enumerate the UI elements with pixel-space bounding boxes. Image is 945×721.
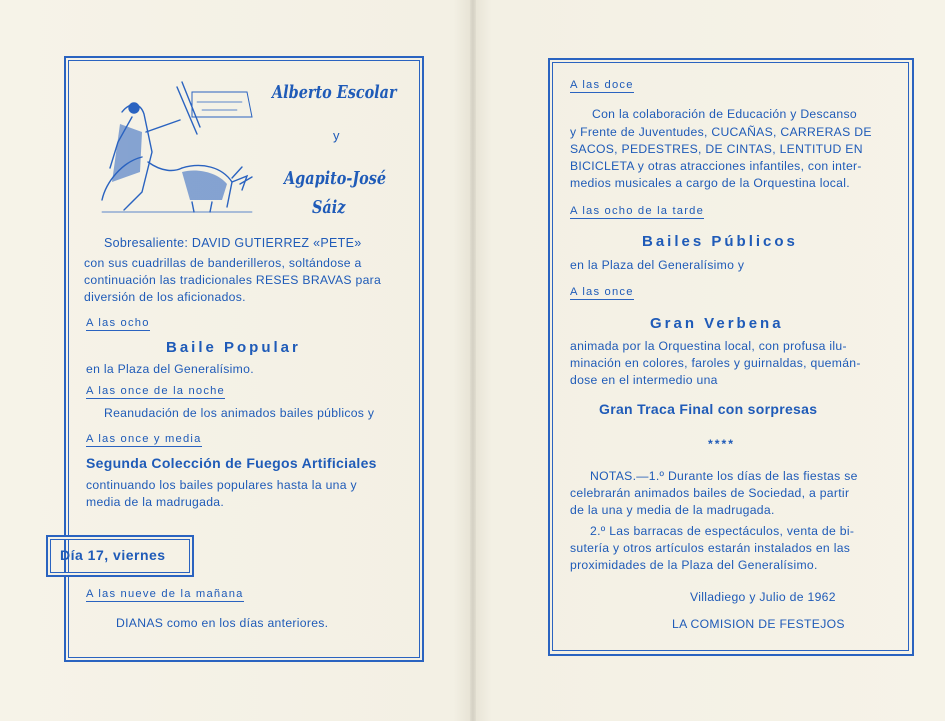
heading-nueve-manana: A las nueve de la mañana [86, 588, 244, 600]
plaza-line: en la Plaza del Generalísimo. [86, 362, 254, 376]
day-stamp-label: Día 17, viernes [60, 547, 166, 563]
colaboracion-line-1: Con la colaboración de Educación y Descanso [592, 107, 857, 121]
heading-a-las-doce: A las doce [570, 79, 634, 91]
plaza-right-line: en la Plaza del Generalísimo y [570, 258, 745, 272]
continuando-line-2: media de la madrugada. [86, 495, 225, 509]
cuadrillas-line-2: continuación las tradicionales RESES BRAVAS para [84, 273, 382, 287]
heading-a-las-ocho: A las ocho [86, 317, 150, 329]
nota2-line-1: 2.º Las barracas de espectáculos, venta de bi- [590, 524, 855, 538]
animada-line-1: animada por la Orquestina local, con profusa ilu- [570, 339, 847, 353]
torero-name-2b: Sáiz [312, 197, 346, 218]
torero-conjunction: y [333, 128, 340, 143]
gran-verbena-title: Gran Verbena [650, 315, 784, 332]
cuadrillas-line-3: diversión de los aficionados. [84, 290, 246, 304]
stars-separator: **** [708, 437, 735, 451]
colaboracion-line-5: medios musicales a cargo de la Orquestina local. [570, 176, 850, 190]
reanudacion-line: Reanudación de los animados bailes públicos y [104, 406, 375, 420]
comision-line: LA COMISION DE FESTEJOS [672, 617, 845, 631]
sobresaliente-line: Sobresaliente: DAVID GUTIERREZ «PETE» [104, 236, 362, 250]
fuegos-artificiales-title: Segunda Colección de Fuegos Artificiales [86, 455, 377, 471]
nota2-line-3: proximidades de la Plaza del Generalísimo. [570, 558, 818, 572]
notas-line-1: NOTAS.—1.º Durante los días de las fiestas se [590, 469, 858, 483]
baile-popular-title: Baile Popular [166, 339, 301, 356]
gran-traca-title: Gran Traca Final con sorpresas [599, 401, 818, 417]
colaboracion-line-2: y Frente de Juventudes, CUCAÑAS, CARRERAS DE [570, 125, 872, 139]
nota2-line-2: sutería y otros artículos estarán instalados en las [570, 541, 851, 555]
heading-a-las-once: A las once [570, 286, 634, 298]
bullfight-illustration [82, 72, 262, 222]
colaboracion-line-4: BICICLETA y otras atracciones infantiles, con inter- [570, 159, 862, 173]
notas-line-2: celebrarán animados bailes de Sociedad, a partir [570, 486, 850, 500]
heading-ocho-tarde: A las ocho de la tarde [570, 205, 704, 217]
dianas-line: DIANAS como en los días anteriores. [116, 616, 329, 630]
colaboracion-line-3: SACOS, PEDESTRES, DE CINTAS, LENTITUD EN [570, 142, 863, 156]
page-fold [470, 0, 476, 721]
place-date-line: Villadiego y Julio de 1962 [690, 590, 836, 604]
day-stamp [46, 535, 194, 577]
heading-once-noche: A las once de la noche [86, 385, 225, 397]
animada-line-2: minación en colores, faroles y guirnaldas, quemán- [570, 356, 861, 370]
torero-name-1: Alberto Escolar [272, 82, 397, 103]
heading-once-media: A las once y media [86, 433, 202, 445]
animada-line-3: dose en el intermedio una [570, 373, 718, 387]
notas-line-3: de la una y media de la madrugada. [570, 503, 775, 517]
cuadrillas-line-1: con sus cuadrillas de banderilleros, soltándose a [84, 256, 362, 270]
torero-name-2a: Agapito-José [284, 168, 387, 189]
continuando-line-1: continuando los bailes populares hasta la una y [86, 478, 357, 492]
bailes-publicos-title: Bailes Públicos [642, 233, 798, 250]
